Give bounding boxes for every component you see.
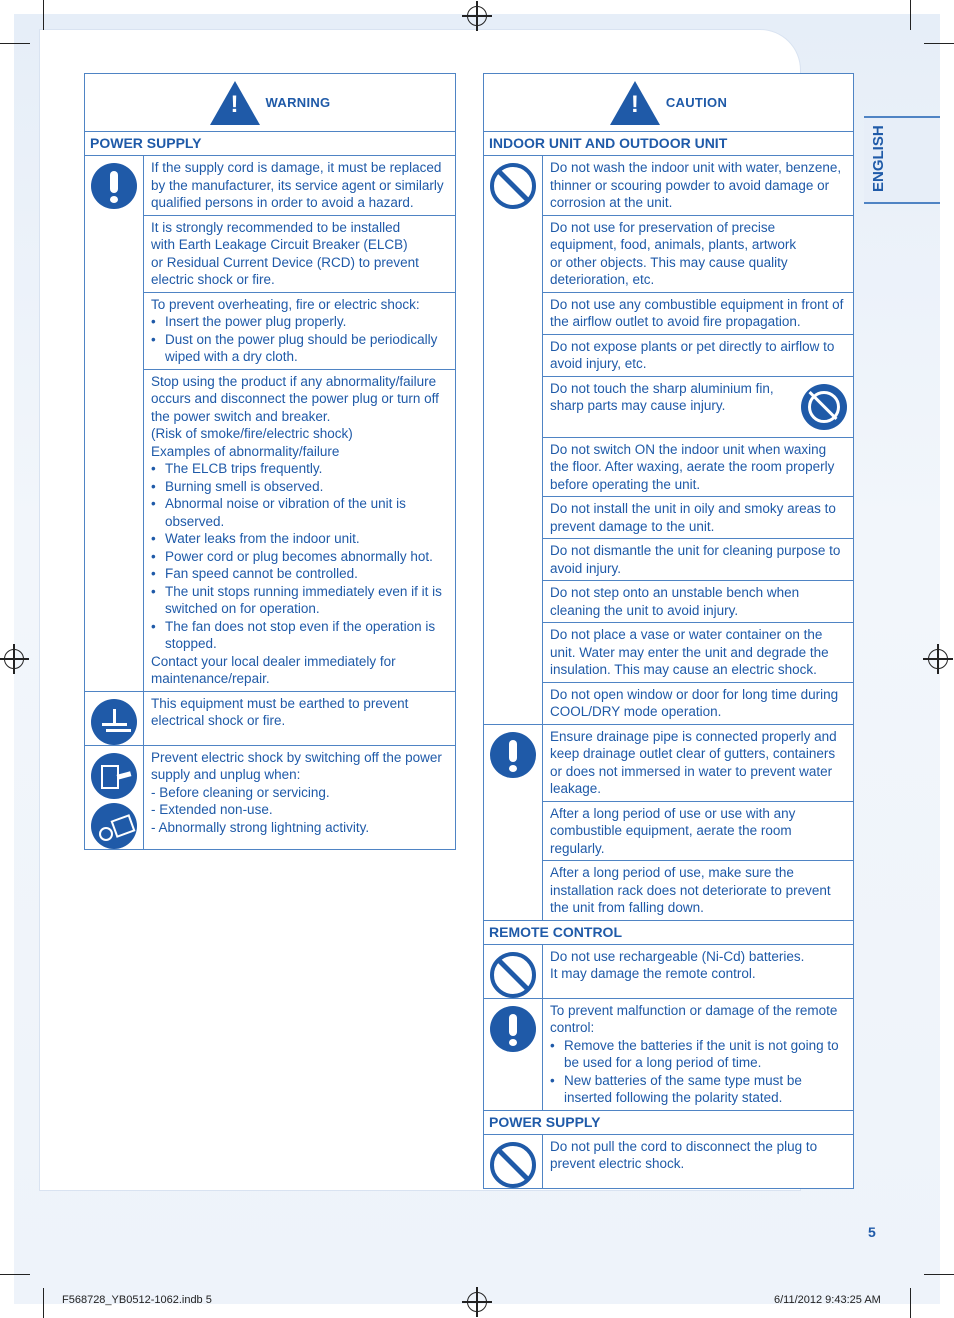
caution-label: CAUTION (665, 95, 728, 110)
text-line: Do not switch ON the indoor unit when waxing (550, 441, 827, 457)
instruction-item (144, 293, 455, 370)
safety-group (484, 999, 853, 1110)
text-line: avoid injury. (550, 560, 622, 576)
warning-table (84, 73, 456, 850)
text-line: Do not step onto an unstable bench when (550, 585, 800, 600)
instruction-item (543, 293, 853, 335)
warning-label: WARNING (265, 95, 331, 110)
bullet-item: • Remove the batteries if the unit is not going to be used for a long period of time. (550, 1037, 847, 1072)
text-line: equipment, food, animals, plants, artwork (550, 237, 797, 252)
bullet-item: • New batteries of the same type must be inserted following the polarity stated. (550, 1072, 847, 1107)
instruction-text (151, 695, 449, 730)
crop-mark (924, 43, 954, 44)
instruction-text (550, 728, 847, 798)
text-line: leakage. (550, 781, 602, 796)
instruction-item (144, 216, 455, 293)
text-line: (Risk of smoke/fire/electric shock) (151, 426, 353, 441)
text-line: or other objects. This may cause quality (550, 254, 788, 270)
text-line: deterioration, etc. (550, 272, 655, 287)
bullet-item: • Fan speed cannot be controlled. (151, 565, 449, 583)
instruction-item (543, 683, 853, 724)
text-line: control: (550, 1020, 595, 1035)
bullet-item: • The unit stops running immediately even if it is switched on for operation. (151, 583, 449, 618)
instruction-item (144, 692, 455, 733)
text-line: regularly. (550, 840, 605, 856)
instruction-text (550, 159, 847, 212)
instruction-text (550, 542, 847, 577)
text-line: avoid injury, etc. (550, 356, 647, 371)
section-body (484, 945, 853, 1111)
text-line: Ensure drainage pipe is connected properly and (550, 728, 837, 744)
instruction-text (550, 338, 847, 373)
text-line: It is strongly recommended to be installed (151, 219, 401, 235)
text-line: Contact your local dealer immediately for (151, 653, 396, 669)
instruction-item (543, 539, 853, 581)
text-line: prevent electric shock. (550, 1156, 685, 1171)
text-line: Do not pull the cord to disconnect the plug to (550, 1138, 818, 1154)
text-line: prevent damage to the unit. (550, 518, 715, 534)
text-line: maintenance/repair. (151, 671, 270, 686)
instruction-item (543, 725, 853, 802)
unplug-icon (91, 753, 137, 799)
footer-file-info: F568728_YB0512-1062.indb 5 (62, 1294, 212, 1306)
instruction-item (543, 802, 853, 862)
exclamation-icon (490, 1006, 536, 1052)
crop-mark (43, 1288, 44, 1318)
item-list (144, 746, 455, 849)
instruction-text (550, 686, 847, 721)
icon-cell (85, 692, 144, 745)
text-line: COOL/DRY mode operation. (550, 704, 722, 719)
icon-cell (484, 1135, 543, 1188)
text-line: This equipment must be earthed to prevent (151, 695, 409, 711)
warning-triangle-icon: ! (210, 81, 260, 125)
bullet-item: • The fan does not stop even if the operation is stopped. (151, 618, 449, 653)
icon-cell (484, 725, 543, 920)
text-line: - Before cleaning or servicing. (151, 784, 330, 800)
text-line: unit. Water may enter the unit and degrade the (550, 644, 829, 660)
instruction-item (543, 581, 853, 623)
item-list (144, 156, 455, 691)
section-body (484, 156, 853, 921)
text-line: To prevent overheating, fire or electric shock: (151, 296, 420, 312)
text-line: the unit from falling down. (550, 900, 704, 915)
item-list (144, 692, 455, 745)
text-line: It may damage the remote control. (550, 966, 756, 981)
instruction-text (550, 219, 847, 289)
instruction-text (550, 296, 847, 331)
text-line: If the supply cord is damage, it must be replaced (151, 160, 442, 175)
instruction-item (543, 497, 853, 539)
text-line: Prevent electric shock by switching off the power (151, 749, 442, 765)
crop-mark (924, 1274, 954, 1275)
icon-cell (484, 999, 543, 1110)
prohibited-icon (490, 1142, 536, 1188)
safety-group (85, 746, 455, 849)
text-line: the floor. After waxing, aerate the room properly (550, 459, 835, 474)
text-line: Examples of abnormality/failure (151, 443, 340, 459)
instruction-item (543, 335, 853, 377)
instruction-item (543, 156, 853, 216)
icon-cell (484, 156, 543, 724)
text-line: Do not touch the sharp aluminium fin, (550, 380, 774, 396)
text-line: electrical shock or fire. (151, 713, 286, 728)
instruction-item (543, 438, 853, 498)
bullet-item: • The ELCB trips frequently. (151, 460, 449, 478)
safety-group (85, 156, 455, 692)
instruction-text (151, 373, 449, 688)
earth-ground-icon (91, 699, 137, 745)
text-line: Do not dismantle the unit for cleaning purpose to (550, 543, 841, 558)
text-line: cleaning the unit to avoid injury. (550, 602, 739, 618)
instruction-item (543, 1135, 853, 1176)
bullet-item: • Water leaks from the indoor unit. (151, 530, 449, 548)
bullet-item: • Burning smell is observed. (151, 478, 449, 496)
caution-triangle-icon: ! (610, 81, 660, 125)
safety-group (484, 1135, 853, 1188)
caution-table (483, 73, 854, 1189)
registration-mark-icon (467, 1292, 487, 1312)
text-line: the power switch and breaker. (151, 408, 331, 424)
instruction-text (151, 749, 449, 837)
icon-cell (484, 945, 543, 998)
safety-group (484, 945, 853, 999)
instruction-item (144, 746, 455, 840)
section-title: POWER SUPPLY (85, 132, 455, 156)
text-line: After a long period of use or use with any (550, 805, 796, 821)
text-line: combustible equipment, aerate the room (550, 823, 792, 838)
instruction-text (151, 296, 449, 366)
exclamation-icon (91, 163, 137, 209)
language-tab: ENGLISH (864, 116, 940, 204)
text-line: by the manufacturer, its service agent or similarly (151, 177, 444, 193)
instruction-text (550, 626, 847, 679)
instruction-item (543, 216, 853, 293)
instruction-text (550, 441, 847, 494)
bullet-item: • Power cord or plug becomes abnormally hot. (151, 548, 449, 566)
registration-mark-icon (467, 6, 487, 26)
instruction-text (550, 1002, 847, 1107)
text-line: After a long period of use, make sure the (550, 865, 794, 880)
icon-cell (85, 746, 144, 849)
text-line: corrosion at the unit. (550, 195, 673, 210)
instruction-text (151, 159, 449, 212)
crop-mark (910, 1288, 911, 1318)
section-title: REMOTE CONTROL (484, 921, 853, 945)
instruction-text (550, 584, 847, 619)
instruction-item (543, 377, 853, 438)
text-line: with Earth Leakage Circuit Breaker (ELCB) (151, 237, 408, 252)
instruction-item (543, 999, 853, 1110)
text-line: - Abnormally strong lightning activity. (151, 819, 370, 835)
text-line: Stop using the product if any abnormality/failure (151, 373, 437, 389)
instruction-text (550, 1138, 847, 1173)
instruction-text (550, 864, 847, 917)
text-line: Do not open window or door for long time during (550, 686, 839, 702)
crop-mark (0, 43, 30, 44)
text-line: insulation. This may cause an electric shock. (550, 662, 817, 677)
instruction-text (550, 380, 774, 415)
instruction-item (543, 945, 853, 986)
text-line: To prevent malfunction or damage of the remote (550, 1002, 838, 1018)
text-line: occurs and disconnect the power plug or turn off (151, 391, 439, 406)
prohibited-icon (490, 952, 536, 998)
text-line: supply and unplug when: (151, 767, 301, 782)
instruction-text (151, 219, 449, 289)
text-line: Do not use rechargeable (Ni-Cd) batteries. (550, 948, 805, 964)
text-line: Do not use any combustible equipment in front of (550, 296, 844, 312)
text-line: qualified persons in order to avoid a hazard. (151, 195, 414, 210)
text-line: the airflow outlet to avoid fire propagation. (550, 314, 801, 329)
footer-timestamp: 6/11/2012 9:43:25 AM (774, 1294, 881, 1306)
instruction-item (144, 370, 455, 691)
text-line: Do not wash the indoor unit with water, benzene, (550, 160, 842, 175)
bullet-item: • Dust on the power plug should be periodically wiped with a dry cloth. (151, 331, 449, 366)
text-line: sharp parts may cause injury. (550, 398, 726, 413)
text-line: installation rack does not deteriorate to prevent (550, 882, 831, 898)
section-title: POWER SUPPLY (484, 1111, 853, 1135)
text-line: - Extended non-use. (151, 802, 273, 817)
text-line: Do not place a vase or water container on the (550, 627, 823, 642)
bullet-item: • Abnormal noise or vibration of the unit is observed. (151, 495, 449, 530)
instruction-text (550, 948, 847, 983)
instruction-item (144, 156, 455, 216)
registration-mark-icon (928, 649, 948, 669)
text-line: Do not use for preservation of precise (550, 219, 776, 235)
crop-mark (910, 0, 911, 30)
text-line: thinner or scouring powder to avoid damage or (550, 177, 830, 193)
icon-cell (85, 156, 144, 691)
text-line: before operating the unit. (550, 476, 701, 492)
exclamation-icon (490, 732, 536, 778)
text-line: or does not immersed in water to prevent water (550, 763, 833, 779)
safety-group (484, 156, 853, 725)
safety-group (484, 725, 853, 920)
text-line: Do not expose plants or pet directly to airflow to (550, 338, 835, 354)
lightning-unplug-icon (91, 803, 137, 849)
no-touch-fin-icon (801, 384, 847, 430)
instruction-item (543, 623, 853, 683)
text-line: Do not install the unit in oily and smoky areas to (550, 501, 836, 516)
safety-group (85, 692, 455, 746)
item-list (543, 1135, 853, 1188)
registration-mark-icon (4, 649, 24, 669)
crop-mark (43, 0, 44, 30)
item-list (543, 156, 853, 724)
text-line: keep drainage outlet clear of gutters, containers (550, 746, 836, 761)
caution-header (484, 74, 853, 132)
item-list (543, 725, 853, 920)
warning-header (85, 74, 455, 132)
item-list (543, 945, 853, 998)
bullet-item: • Insert the power plug properly. (151, 313, 449, 331)
instruction-item (543, 861, 853, 920)
item-list (543, 999, 853, 1110)
prohibited-icon (490, 163, 536, 209)
instruction-text (550, 805, 847, 858)
text-line: electric shock or fire. (151, 272, 275, 287)
section-body (484, 1135, 853, 1188)
crop-mark (0, 1274, 30, 1275)
text-line: or Residual Current Device (RCD) to prevent (151, 254, 419, 270)
page-number: 5 (868, 1224, 876, 1240)
section-title: INDOOR UNIT AND OUTDOOR UNIT (484, 132, 853, 156)
instruction-text (550, 500, 847, 535)
